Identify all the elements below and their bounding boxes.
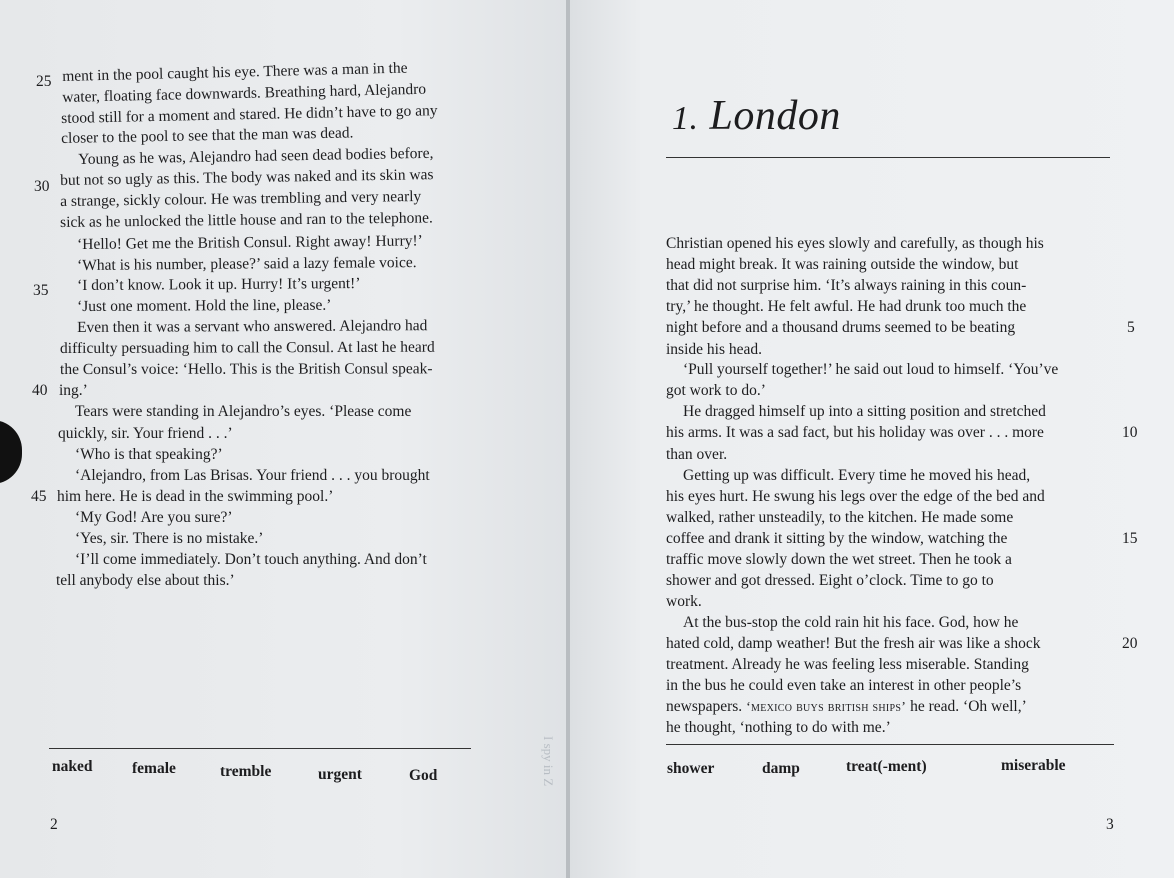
- vocabulary-rule: [666, 744, 1114, 745]
- text-line: than over.: [666, 446, 728, 463]
- line-number: 40: [32, 382, 48, 399]
- text-line: ment in the pool caught his eye. There was a man in the: [62, 59, 408, 85]
- text-line-with-headline: [666, 697, 1027, 718]
- text-line: ‘Hello! Get me the British Consul. Right away! Hurry!’: [77, 232, 423, 253]
- line-number: 35: [33, 282, 49, 299]
- text-line: Christian opened his eyes slowly and carefully, as though his: [666, 235, 1044, 252]
- text-line: head might break. It was raining outside the window, but: [666, 256, 1019, 273]
- chapter-heading: [672, 92, 841, 140]
- text-line: Tears were standing in Alejandro’s eyes. ‘Please come: [75, 403, 412, 420]
- text-line: Getting up was difficult. Every time he moved his head,: [683, 467, 1031, 484]
- vocabulary-word: miserable: [1001, 757, 1066, 774]
- text-line: ‘I’ll come immediately. Don’t touch anything. And don’t: [75, 551, 427, 568]
- text-line: him here. He is dead in the swimming pool.’: [57, 488, 334, 505]
- text-line: work.: [666, 593, 702, 610]
- line-number: 45: [31, 488, 47, 505]
- vocabulary-word: urgent: [318, 766, 362, 783]
- text-line: ‘Yes, sir. There is no mistake.’: [75, 530, 264, 547]
- chapter-title: London: [709, 93, 841, 139]
- page-number: 2: [50, 816, 58, 833]
- vocabulary-rule: [49, 748, 471, 749]
- text-line: but not so ugly as this. The body was naked and its skin was: [60, 166, 434, 189]
- text-line: a strange, sickly colour. He was trembling and very nearly: [60, 187, 422, 210]
- left-page: [0, 0, 566, 878]
- text-line: shower and got dressed. Eight o’clock. Time to go to: [666, 572, 994, 589]
- text-line: Young as he was, Alejandro had seen dead bodies before,: [78, 144, 434, 168]
- newspaper-headline: ‘mexico buys british ships’: [746, 700, 907, 715]
- title-rule: [666, 157, 1110, 158]
- line-number: 30: [34, 178, 50, 195]
- text-line: At the bus-stop the cold rain hit his face. God, how he: [683, 614, 1019, 631]
- line-number: 25: [36, 73, 52, 90]
- text-line: ‘Alejandro, from Las Brisas. Your friend . . . you brought: [75, 467, 430, 484]
- text-line: ‘Who is that speaking?’: [75, 446, 223, 463]
- text-line: water, floating face downwards. Breathing hard, Alejandro: [62, 80, 427, 106]
- vocabulary-word: treat(-ment): [846, 758, 927, 775]
- text-line: Even then it was a servant who answered. Alejandro had: [77, 317, 428, 336]
- text-line: coffee and drank it sitting by the window, watching the: [666, 530, 1008, 547]
- text-line: treatment. Already he was feeling less miserable. Standing: [666, 656, 1029, 673]
- vocabulary-word: female: [132, 760, 176, 777]
- text-line: that did not surprise him. ‘It’s always raining in this coun-: [666, 277, 1027, 294]
- text-line: ‘What is his number, please?’ said a lazy female voice.: [77, 254, 417, 274]
- vocabulary-word: God: [409, 767, 438, 784]
- text-line: hated cold, damp weather! But the fresh air was like a shock: [666, 635, 1041, 652]
- text-line: his arms. It was a sad fact, but his holiday was over . . . more: [666, 424, 1044, 441]
- text-line: ‘Pull yourself together!’ he said out loud to himself. ‘You’ve: [683, 361, 1059, 378]
- text-line: closer to the pool to see that the man was dead.: [61, 124, 354, 147]
- vocabulary-word: naked: [52, 758, 93, 775]
- binder-clip: [0, 420, 22, 484]
- chapter-number: 1.: [672, 100, 699, 137]
- text-line: He dragged himself up into a sitting position and stretched: [683, 403, 1046, 420]
- gutter-bleed-text: I spy in Z: [541, 736, 556, 787]
- text-line: tell anybody else about this.’: [56, 572, 235, 589]
- vocabulary-word: damp: [762, 760, 800, 777]
- text-line: traffic move slowly down the wet street. Then he took a: [666, 551, 1012, 568]
- text-line: quickly, sir. Your friend . . .’: [58, 425, 233, 442]
- text-line: inside his head.: [666, 341, 762, 358]
- text-line: difficulty persuading him to call the Consul. At last he heard: [60, 338, 435, 357]
- text-line: got work to do.’: [666, 382, 766, 399]
- text-line: his eyes hurt. He swung his legs over the edge of the bed and: [666, 488, 1045, 505]
- line-number: 10: [1122, 424, 1138, 441]
- line-number: 20: [1122, 635, 1138, 652]
- text-line: ing.’: [59, 382, 88, 399]
- line-number: 5: [1127, 319, 1135, 336]
- text-line: walked, rather unsteadily, to the kitchen. He made some: [666, 509, 1014, 526]
- text-line-tail: he read. ‘Oh well,’: [906, 698, 1027, 715]
- text-line: stood still for a moment and stared. He didn’t have to go any: [61, 102, 438, 127]
- vocabulary-word: tremble: [220, 763, 272, 780]
- text-line: sick as he unlocked the little house and ran to the telephone.: [60, 209, 433, 231]
- page-number: 3: [1106, 816, 1114, 833]
- text-line: try,’ he thought. He felt awful. He had drunk too much the: [666, 298, 1027, 315]
- text-line: ‘I don’t know. Look it up. Hurry! It’s urgent!’: [77, 275, 361, 294]
- text-line: night before and a thousand drums seemed to be beating: [666, 319, 1016, 336]
- text-line: newspapers.: [666, 698, 743, 715]
- text-line: ‘My God! Are you sure?’: [75, 509, 233, 526]
- vocabulary-word: shower: [667, 760, 715, 777]
- text-line: in the bus he could even take an interest in other people’s: [666, 677, 1022, 694]
- line-number: 15: [1122, 530, 1138, 547]
- text-line: ‘Just one moment. Hold the line, please.’: [77, 296, 332, 315]
- text-line: he thought, ‘nothing to do with me.’: [666, 719, 891, 736]
- text-line: the Consul’s voice: ‘Hello. This is the British Consul speak-: [60, 360, 433, 378]
